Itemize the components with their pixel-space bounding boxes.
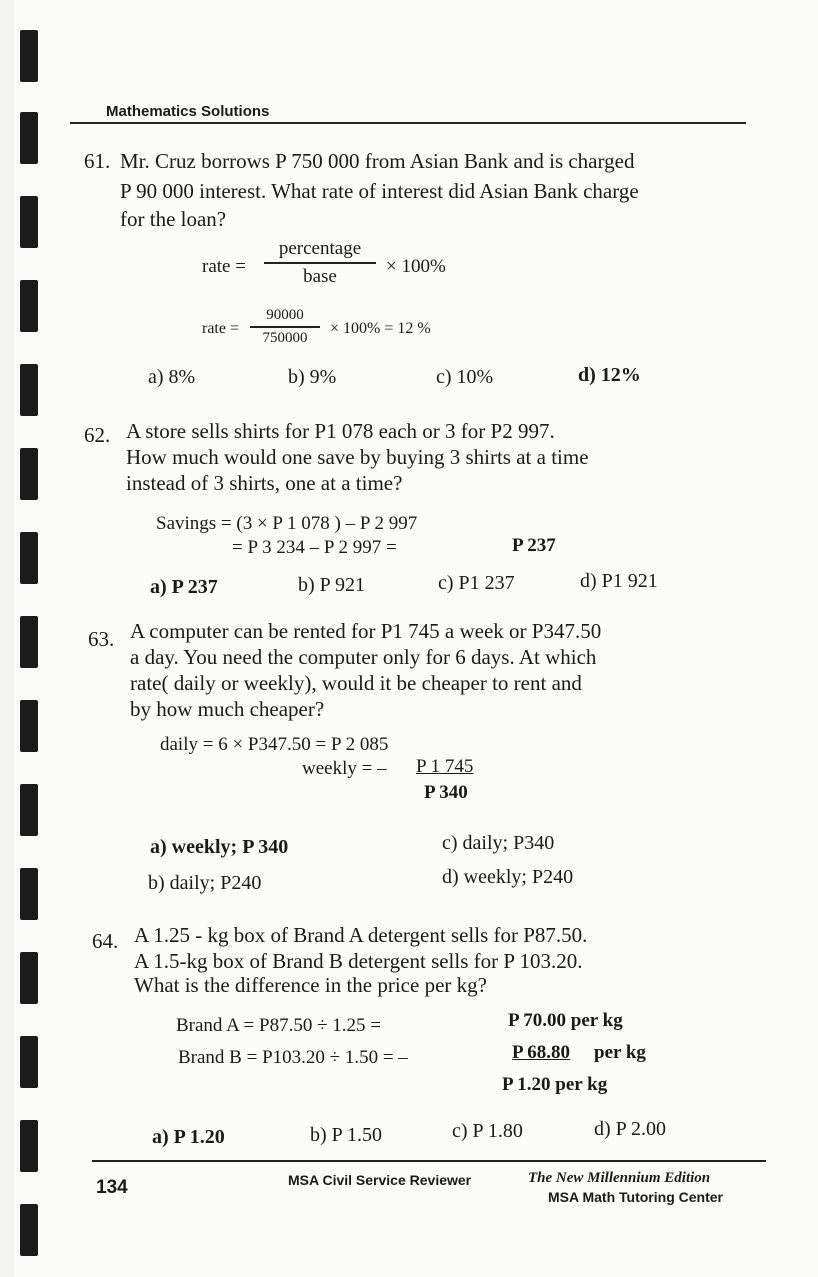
fraction-denominator: 750000 bbox=[262, 329, 308, 346]
option-a-answer: a) weekly; P 340 bbox=[150, 836, 289, 858]
work-line: = P 3 234 – P 2 997 = bbox=[232, 537, 397, 558]
option-a-answer: a) P 1.20 bbox=[152, 1126, 225, 1148]
question-text-line: by how much cheaper? bbox=[130, 697, 325, 721]
option-b: b) 9% bbox=[288, 366, 337, 388]
option-a-answer: a) P 237 bbox=[150, 576, 218, 598]
fraction-denominator: base bbox=[303, 265, 337, 287]
footer-center: MSA Math Tutoring Center bbox=[548, 1189, 723, 1205]
option-b: b) P 921 bbox=[298, 574, 366, 596]
binding-hole bbox=[20, 616, 38, 668]
work-line: daily = 6 × P347.50 = P 2 085 bbox=[160, 734, 389, 755]
formula-fraction bbox=[250, 307, 320, 347]
header-title: Mathematics Solutions bbox=[106, 103, 270, 120]
option-c: c) P1 237 bbox=[438, 572, 515, 594]
binding-hole bbox=[20, 196, 38, 248]
question-text-line: A 1.25 - kg box of Brand A detergent sells for P87.50. bbox=[134, 923, 588, 947]
work-line: Brand B = P103.20 ÷ 1.50 = – bbox=[178, 1047, 408, 1068]
question-text-line: a day. You need the computer only for 6 days. At which bbox=[130, 645, 597, 669]
work-answer: P 340 bbox=[424, 782, 468, 803]
question-text-line: Mr. Cruz borrows P 750 000 from Asian Bank and is charged bbox=[120, 149, 635, 173]
work-value: P 1 745 bbox=[416, 756, 474, 777]
binding-hole bbox=[20, 700, 38, 752]
binding-hole bbox=[20, 784, 38, 836]
footer-edition: The New Millennium Edition bbox=[528, 1170, 711, 1186]
binding-hole bbox=[20, 868, 38, 920]
option-d: d) P1 921 bbox=[580, 570, 658, 592]
binding-hole bbox=[20, 364, 38, 416]
work-answer: P 237 bbox=[512, 535, 556, 556]
binding-hole bbox=[20, 952, 38, 1004]
page-number: 134 bbox=[96, 1177, 128, 1198]
binding-hole bbox=[20, 30, 38, 82]
fraction-numerator: percentage bbox=[278, 238, 362, 259]
binding-hole bbox=[20, 112, 38, 164]
formula-label: rate = bbox=[202, 256, 246, 277]
binding-edge bbox=[0, 0, 14, 1277]
option-c: c) 10% bbox=[436, 366, 494, 388]
fraction-bar bbox=[250, 326, 320, 328]
option-d: d) P 2.00 bbox=[594, 1118, 667, 1140]
option-b: b) P 1.50 bbox=[310, 1124, 383, 1146]
binding-hole bbox=[20, 280, 38, 332]
option-a: a) 8% bbox=[148, 366, 196, 388]
binding-hole bbox=[20, 1036, 38, 1088]
option-d-answer: d) 12% bbox=[578, 364, 641, 386]
question-text-line: A store sells shirts for P1 078 each or 3 for P2 997. bbox=[126, 419, 555, 443]
question-number: 63. bbox=[88, 627, 115, 651]
work-line: Brand A = P87.50 ÷ 1.25 = bbox=[176, 1015, 381, 1036]
question-text-line: for the loan? bbox=[120, 207, 227, 231]
binding-hole bbox=[20, 1120, 38, 1172]
question-text-line: A computer can be rented for P1 745 a week or P347.50 bbox=[130, 619, 602, 643]
formula-label: rate = bbox=[202, 320, 239, 337]
option-c: c) daily; P340 bbox=[442, 832, 555, 854]
binding-hole bbox=[20, 532, 38, 584]
fraction-numerator: 90000 bbox=[266, 307, 304, 323]
fraction-bar bbox=[264, 262, 376, 264]
question-number: 62. bbox=[84, 423, 111, 447]
question-number: 64. bbox=[92, 929, 119, 953]
formula-result: × 100% = 12 % bbox=[330, 320, 431, 337]
work-answer: P 1.20 per kg bbox=[502, 1074, 608, 1095]
footer-book-title: MSA Civil Service Reviewer bbox=[288, 1172, 472, 1188]
question-text-line: A 1.5-kg box of Brand B detergent sells for P 103.20. bbox=[134, 949, 583, 973]
question-text-line: instead of 3 shirts, one at a time? bbox=[126, 471, 403, 495]
formula-multiplier: × 100% bbox=[386, 256, 446, 277]
formula-fraction bbox=[264, 238, 376, 288]
binding-hole bbox=[20, 448, 38, 500]
question-text-line: rate( daily or weekly), would it be cheaper to rent and bbox=[130, 671, 582, 695]
header-rule bbox=[70, 122, 746, 124]
question-number: 61. bbox=[84, 149, 111, 173]
option-c: c) P 1.80 bbox=[452, 1120, 523, 1142]
option-d: d) weekly; P240 bbox=[442, 866, 574, 888]
question-text-line: What is the difference in the price per kg? bbox=[134, 973, 487, 997]
option-b: b) daily; P240 bbox=[148, 872, 262, 894]
footer-rule bbox=[92, 1160, 766, 1162]
work-value: P 68.80 bbox=[512, 1042, 571, 1063]
binding-hole bbox=[20, 1204, 38, 1256]
work-line: weekly = – bbox=[302, 758, 387, 779]
work-value: P 70.00 per kg bbox=[508, 1010, 623, 1031]
work-line: Savings = (3 × P 1 078 ) – P 2 997 bbox=[156, 513, 418, 534]
work-unit: per kg bbox=[594, 1042, 646, 1063]
question-text-line: P 90 000 interest. What rate of interest did Asian Bank charge bbox=[120, 179, 639, 203]
question-text-line: How much would one save by buying 3 shirts at a time bbox=[126, 445, 589, 469]
